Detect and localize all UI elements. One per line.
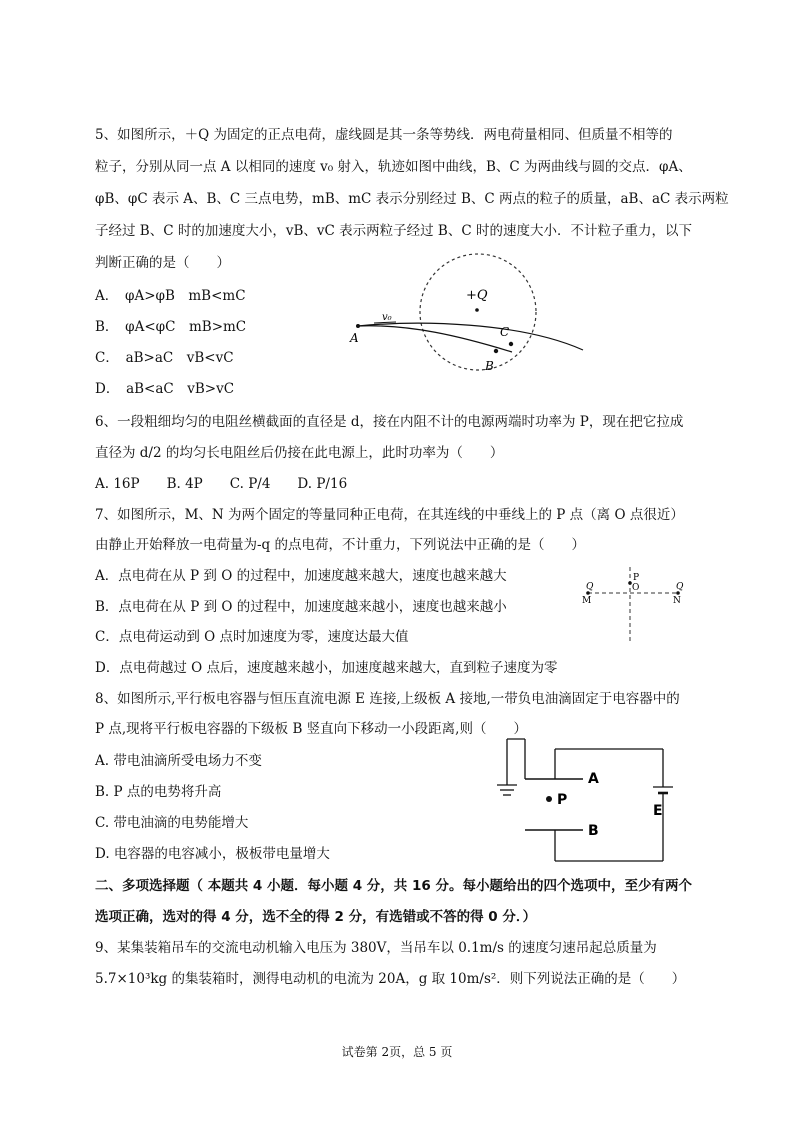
label-a: A bbox=[588, 771, 599, 787]
section2-line-1: 二、多项选择题（ 本题共 4 小题．每小题 4 分，共 16 分。每小题给出的四个选项中，至少有两个 bbox=[95, 878, 692, 894]
q7-figure bbox=[580, 565, 690, 645]
label-p: P bbox=[557, 792, 568, 808]
q5-line-4: 子经过 B、C 时的加速度大小，vB、vC 表示两粒子经过 B、C 时的速度大小．不计粒子重力，以下 bbox=[95, 223, 692, 239]
q6-options: A. 16P B. 4P C. P/4 D. P/16 bbox=[95, 476, 348, 492]
page-footer: 试卷第 2页，总 5 页 bbox=[341, 1045, 453, 1059]
q9-line-1: 9、某集装箱吊车的交流电动机输入电压为 380V，当吊车以 0.1m/s 的速度匀速吊起总质量为 bbox=[95, 940, 657, 956]
q5-line-2: 粒子，分别从同一点 A 以相同的速度 v₀ 射入，轨迹如图中曲线，B、C 为两曲线与圆的交点．φA、 bbox=[95, 159, 692, 175]
point-c-dot bbox=[509, 342, 513, 346]
q5-option-d: D． aB<aC vB>vC bbox=[95, 381, 235, 397]
label-o: O bbox=[632, 583, 640, 593]
point-a-dot bbox=[356, 324, 360, 328]
q8-option-b: B. P 点的电势将升高 bbox=[95, 784, 222, 800]
q7-line-1: 7、如图所示，M、N 为两个固定的等量同种正电荷，在其连线的中垂线上的 P 点（离 O 点很近） bbox=[95, 507, 684, 523]
label-c: C bbox=[500, 325, 510, 339]
q8-option-d: D. 电容器的电容减小，极板带电量增大 bbox=[95, 846, 330, 862]
trajectory-b bbox=[358, 326, 512, 352]
label-b: B bbox=[588, 823, 599, 839]
q5-line-3: φB、φC 表示 A、B、C 三点电势，mB、mC 表示分别经过 B、C 两点的粒子的质量，aB、aC 表示两粒 bbox=[95, 191, 729, 207]
label-b: B bbox=[485, 359, 494, 373]
q5-line-5: 判断正确的是（ ） bbox=[95, 255, 230, 271]
q5-figure bbox=[340, 262, 600, 382]
q6-line-1: 6、一段粗细均匀的电阻丝横截面的直径是 d，接在内阻不计的电源两端时功率为 P，现在把它拉成 bbox=[95, 414, 684, 430]
q8-option-c: C. 带电油滴的电势能增大 bbox=[95, 815, 249, 831]
q8-line-2: P 点,现将平行板电容器的下级板 B 竖直向下移动一小段距离,则（ ） bbox=[95, 721, 527, 737]
charge-label: +Q bbox=[466, 288, 488, 303]
q5-option-a: A． φA>φB mB<mC bbox=[95, 288, 246, 304]
q7-option-a: A．点电荷在从 P 到 O 的过程中，加速度越来越大，速度也越来越大 bbox=[95, 568, 507, 584]
label-a: A bbox=[350, 331, 359, 345]
q7-option-c: C．点电荷运动到 O 点时加速度为零，速度达最大值 bbox=[95, 629, 409, 645]
oil-drop-dot bbox=[546, 796, 552, 802]
label-q-right: Q bbox=[676, 582, 684, 592]
q8-line-1: 8、如图所示,平行板电容器与恒压直流电源 E 连接,上级板 A 接地,一带负电油滴固定于电容器中的 bbox=[95, 691, 680, 707]
q6-line-2: 直径为 d/2 的均匀长电阻丝后仍接在此电源上，此时功率为（ ） bbox=[95, 445, 504, 461]
point-b-dot bbox=[494, 349, 498, 353]
trajectory-c bbox=[358, 323, 583, 350]
q5-option-c: C． aB>aC vB<vC bbox=[95, 350, 234, 366]
equipotential-circle bbox=[420, 254, 536, 370]
q5-option-b: B． φA<φC mB>mC bbox=[95, 319, 247, 335]
label-n: N bbox=[673, 596, 681, 606]
label-e: E bbox=[653, 803, 663, 819]
label-m: M bbox=[582, 596, 592, 606]
label-p: P bbox=[633, 573, 640, 583]
label-v0: v₀ bbox=[382, 312, 392, 323]
q5-line-1: 5、如图所示，＋Q 为固定的正点电荷，虚线圆是其一条等势线．两电荷量相同、但质量不相等的 bbox=[95, 127, 673, 143]
label-q-left: Q bbox=[586, 582, 594, 592]
q7-option-d: D．点电荷越过 O 点后，速度越来越小，加速度越来越大，直到粒子速度为零 bbox=[95, 660, 558, 676]
q7-option-b: B．点电荷在从 P 到 O 的过程中，加速度越来越小，速度也越来越小 bbox=[95, 599, 507, 615]
q9-line-2: 5.7×10³kg 的集装箱时，测得电动机的电流为 20A，g 取 10m/s²．则下列说法正确的是（ ） bbox=[95, 971, 686, 987]
q8-figure bbox=[495, 735, 700, 865]
q7-line-2: 由静止开始释放一电荷量为-q 的点电荷，不计重力，下列说法中正确的是（ ） bbox=[95, 537, 585, 553]
q8-option-a: A. 带电油滴所受电场力不变 bbox=[95, 753, 262, 769]
charge-dot bbox=[475, 308, 479, 312]
section2-line-2: 选项正确，选对的得 4 分，选不全的得 2 分，有选错或不答的得 0 分．） bbox=[95, 909, 537, 925]
